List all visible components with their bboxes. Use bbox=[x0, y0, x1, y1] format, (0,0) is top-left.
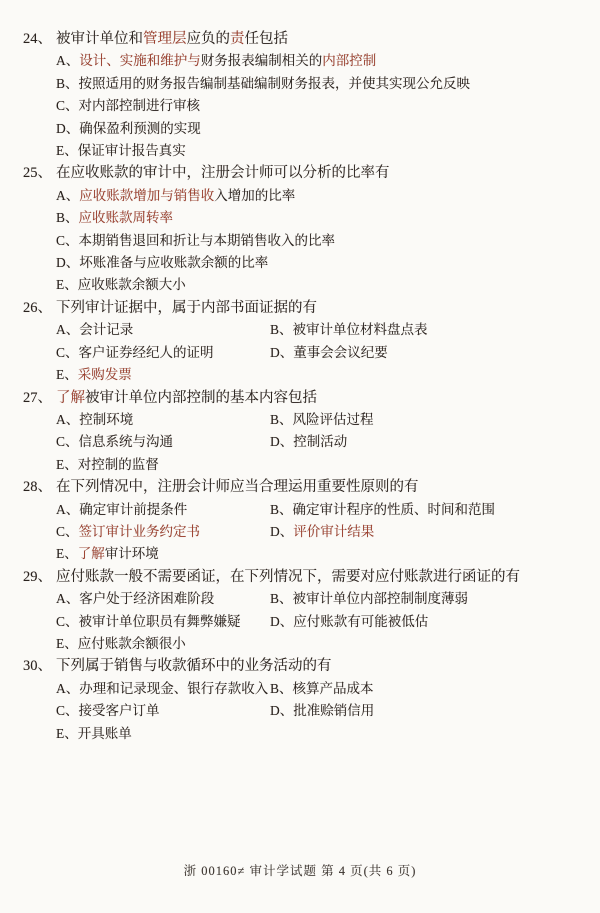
option-D bbox=[56, 121, 201, 136]
question-27 bbox=[23, 387, 590, 477]
option-D bbox=[270, 342, 388, 364]
option-label: E、 bbox=[56, 546, 78, 562]
question-number: 24、 bbox=[23, 31, 52, 47]
text-segment: 应付账款余额很小 bbox=[77, 635, 186, 651]
option-text bbox=[79, 188, 295, 203]
option-row bbox=[23, 140, 590, 162]
option-row bbox=[23, 95, 590, 117]
option-label: A、 bbox=[56, 187, 80, 203]
text-segment: 坏账准备与应收账款余额的比率 bbox=[79, 255, 269, 271]
option-label: D、 bbox=[56, 255, 80, 271]
option-label: E、 bbox=[56, 277, 78, 293]
option-row bbox=[23, 118, 590, 140]
question-number: 25、 bbox=[23, 165, 52, 182]
option-D bbox=[270, 700, 374, 722]
option-A bbox=[56, 681, 268, 696]
option-row bbox=[23, 723, 590, 745]
option-text bbox=[293, 614, 428, 629]
option-label: E、 bbox=[56, 367, 78, 383]
text-segment: 被审计单位内部控制的基本内容包括 bbox=[85, 389, 317, 406]
text-segment: 在应收账款的审计中，注册会计师可以分析的比率有 bbox=[56, 165, 390, 182]
option-text bbox=[79, 502, 187, 517]
option-C bbox=[56, 233, 335, 248]
text-segment: 任包括 bbox=[244, 31, 288, 47]
highlighted-answer-text: 应收账款增加与销售收 bbox=[79, 187, 215, 203]
highlighted-answer-text: 采购发票 bbox=[77, 367, 132, 383]
question-title-text bbox=[56, 655, 332, 677]
text-segment: 审计环境 bbox=[104, 546, 159, 562]
option-text bbox=[78, 143, 186, 158]
option-text bbox=[293, 703, 374, 718]
question-number: 29、 bbox=[23, 568, 52, 585]
option-text bbox=[79, 210, 174, 225]
option-A bbox=[56, 591, 214, 606]
text-segment: 核算产品成本 bbox=[292, 680, 374, 696]
option-A bbox=[56, 322, 133, 337]
question-title bbox=[23, 566, 590, 588]
text-segment: 应付账款有可能被低估 bbox=[293, 613, 429, 629]
text-segment: 开具账单 bbox=[77, 725, 132, 741]
text-segment: 风险评估过程 bbox=[292, 411, 374, 427]
option-label: C、 bbox=[56, 232, 79, 248]
text-segment: 确保盈利预测的实现 bbox=[79, 120, 201, 136]
option-C bbox=[56, 614, 241, 629]
text-segment: 董事会会议纪要 bbox=[293, 344, 388, 360]
option-text bbox=[79, 614, 241, 629]
highlighted-answer-text: 签订审计业务约定书 bbox=[78, 523, 201, 539]
question-title bbox=[23, 162, 590, 184]
highlighted-answer-text: 了解 bbox=[77, 546, 105, 562]
option-label: E、 bbox=[56, 725, 78, 741]
text-segment: 信息系统与沟通 bbox=[78, 434, 174, 450]
option-B bbox=[270, 319, 428, 341]
option-row bbox=[23, 364, 590, 386]
option-label: A、 bbox=[56, 680, 80, 696]
option-row bbox=[23, 454, 590, 476]
option-label: D、 bbox=[270, 703, 294, 719]
option-text bbox=[79, 412, 133, 427]
text-segment: 确定审计程序的性质、时间和范围 bbox=[292, 501, 496, 517]
option-row bbox=[23, 499, 590, 521]
option-row bbox=[23, 207, 590, 229]
option-label: D、 bbox=[56, 120, 80, 136]
option-C bbox=[56, 345, 214, 360]
text-segment: 被审计单位和 bbox=[56, 31, 143, 47]
option-row bbox=[23, 50, 590, 72]
option-D bbox=[270, 611, 428, 633]
option-row bbox=[23, 611, 590, 633]
option-row bbox=[23, 521, 590, 543]
option-text bbox=[78, 636, 186, 651]
option-label: A、 bbox=[56, 501, 80, 517]
option-E bbox=[56, 726, 132, 741]
text-segment: 确定审计前提条件 bbox=[79, 501, 188, 517]
option-text bbox=[293, 434, 347, 449]
question-29 bbox=[23, 566, 590, 656]
option-label: D、 bbox=[270, 344, 294, 360]
option-E bbox=[56, 457, 159, 472]
question-title-text bbox=[56, 566, 520, 588]
option-E bbox=[56, 277, 186, 292]
text-segment: 保证审计报告真实 bbox=[77, 143, 186, 159]
option-label: C、 bbox=[56, 703, 79, 719]
option-text bbox=[293, 502, 496, 517]
option-text bbox=[79, 345, 214, 360]
option-B bbox=[270, 588, 468, 610]
option-label: D、 bbox=[270, 523, 294, 539]
option-text bbox=[79, 681, 268, 696]
option-A bbox=[56, 53, 376, 68]
text-segment: 控制活动 bbox=[293, 434, 348, 450]
question-title-text bbox=[56, 476, 419, 498]
question-30 bbox=[23, 655, 590, 745]
text-segment: 批准赊销信用 bbox=[293, 703, 375, 719]
text-segment: 应付账款一般不需要函证，在下列情况下，需要对应付账款进行函证的有 bbox=[56, 568, 520, 585]
option-C bbox=[56, 524, 200, 539]
option-E bbox=[56, 546, 159, 561]
question-title-text bbox=[56, 162, 390, 184]
question-number: 26、 bbox=[23, 299, 52, 316]
option-A bbox=[56, 412, 133, 427]
option-E bbox=[56, 636, 186, 651]
text-segment: 客户证券经纪人的证明 bbox=[78, 344, 214, 360]
option-text bbox=[79, 524, 201, 539]
highlighted-answer-text: 了解 bbox=[56, 389, 85, 406]
text-segment: 对内部控制进行审核 bbox=[78, 98, 201, 114]
option-label: C、 bbox=[56, 98, 79, 114]
option-B bbox=[56, 210, 173, 225]
question-title bbox=[23, 28, 590, 50]
option-label: C、 bbox=[56, 434, 79, 450]
option-text bbox=[79, 434, 174, 449]
option-label: D、 bbox=[270, 434, 294, 450]
option-row bbox=[23, 342, 590, 364]
option-label: B、 bbox=[56, 210, 79, 226]
option-E bbox=[56, 143, 186, 158]
option-label: C、 bbox=[56, 344, 79, 360]
option-label: C、 bbox=[56, 523, 79, 539]
option-label: A、 bbox=[56, 591, 80, 607]
option-B bbox=[270, 409, 374, 431]
option-text bbox=[79, 76, 471, 91]
question-title bbox=[23, 476, 590, 498]
option-row bbox=[23, 431, 590, 453]
option-A bbox=[56, 502, 187, 517]
option-row bbox=[23, 230, 590, 252]
highlighted-answer-text: 评价审计结果 bbox=[293, 523, 375, 539]
option-D bbox=[56, 255, 268, 270]
option-text bbox=[79, 233, 336, 248]
option-row bbox=[23, 274, 590, 296]
text-segment: 对控制的监督 bbox=[77, 456, 159, 472]
option-A bbox=[56, 188, 295, 203]
option-label: E、 bbox=[56, 143, 78, 159]
option-text bbox=[79, 53, 376, 68]
text-segment: 接受客户订单 bbox=[78, 703, 160, 719]
option-text bbox=[293, 345, 388, 360]
text-segment: 客户处于经济困难阶段 bbox=[79, 591, 215, 607]
option-row bbox=[23, 409, 590, 431]
page-footer: 浙 00160≠ 审计学试题 第 4 页(共 6 页) bbox=[183, 864, 417, 878]
option-row bbox=[23, 73, 590, 95]
text-segment: 在下列情况中，注册会计师应当合理运用重要性原则的有 bbox=[56, 479, 419, 496]
option-B bbox=[56, 76, 470, 91]
option-row bbox=[23, 319, 590, 341]
option-text bbox=[79, 322, 133, 337]
text-segment: 被审计单位职员有舞弊嫌疑 bbox=[78, 613, 241, 629]
option-row bbox=[23, 252, 590, 274]
option-text bbox=[79, 98, 201, 113]
option-text bbox=[79, 591, 214, 606]
question-number: 27、 bbox=[23, 389, 52, 406]
option-text bbox=[293, 591, 469, 606]
option-label: D、 bbox=[270, 613, 294, 629]
option-row bbox=[23, 543, 590, 565]
option-C bbox=[56, 703, 160, 718]
text-segment: 下列审计证据中，属于内部书面证据的有 bbox=[56, 299, 317, 316]
option-text bbox=[293, 322, 428, 337]
highlighted-answer-text: 内部控制 bbox=[322, 53, 377, 69]
text-segment: 财务报表编制相关的 bbox=[200, 53, 323, 69]
option-text bbox=[293, 412, 374, 427]
text-segment: 本期销售退回和折让与本期销售收入的比率 bbox=[78, 232, 336, 248]
text-segment: 下列属于销售与收款循环中的业务活动的有 bbox=[56, 658, 332, 675]
option-B bbox=[270, 499, 495, 521]
question-title bbox=[23, 387, 590, 409]
option-label: A、 bbox=[56, 53, 80, 69]
option-label: E、 bbox=[56, 456, 78, 472]
question-title bbox=[23, 297, 590, 319]
text-segment: 会计记录 bbox=[79, 322, 134, 338]
question-title bbox=[23, 655, 590, 677]
highlighted-answer-text: 责 bbox=[230, 31, 245, 47]
question-26 bbox=[23, 297, 590, 387]
option-label: E、 bbox=[56, 635, 78, 651]
highlighted-answer-text: 设计、实施和维护与 bbox=[79, 53, 201, 69]
option-text bbox=[79, 255, 268, 270]
option-label: B、 bbox=[270, 501, 293, 517]
question-number: 28、 bbox=[23, 479, 52, 496]
option-label: C、 bbox=[56, 613, 79, 629]
text-segment: 被审计单位材料盘点表 bbox=[292, 322, 428, 338]
option-text bbox=[79, 703, 160, 718]
question-28 bbox=[23, 476, 590, 566]
question-number: 30、 bbox=[23, 658, 52, 675]
option-E bbox=[56, 367, 132, 382]
text-segment: 办理和记录现金、银行存款收入 bbox=[79, 680, 269, 696]
option-label: B、 bbox=[270, 411, 293, 427]
option-text bbox=[78, 726, 132, 741]
text-segment: 按照适用的财务报告编制基础编制财务报表，并使其实现公允反映 bbox=[78, 75, 471, 91]
option-label: B、 bbox=[270, 680, 293, 696]
option-row bbox=[23, 633, 590, 655]
option-D bbox=[270, 521, 374, 543]
option-row bbox=[23, 185, 590, 207]
text-segment: 控制环境 bbox=[79, 411, 134, 427]
highlighted-answer-text: 管理层 bbox=[143, 31, 187, 47]
text-segment: 应负的 bbox=[186, 31, 230, 47]
option-text bbox=[293, 524, 374, 539]
option-label: B、 bbox=[270, 591, 293, 607]
question-title-text bbox=[56, 387, 317, 409]
option-D bbox=[270, 431, 347, 453]
highlighted-answer-text: 应收账款周转率 bbox=[78, 210, 174, 226]
option-label: B、 bbox=[270, 322, 293, 338]
option-row bbox=[23, 700, 590, 722]
text-segment: 被审计单位内部控制制度薄弱 bbox=[292, 591, 469, 607]
option-row bbox=[23, 678, 590, 700]
option-text bbox=[78, 457, 159, 472]
option-row bbox=[23, 588, 590, 610]
question-title-text bbox=[56, 28, 288, 50]
text-segment: 入增加的比率 bbox=[214, 187, 296, 203]
option-text bbox=[78, 277, 186, 292]
question-25 bbox=[23, 162, 590, 296]
option-text bbox=[293, 681, 374, 696]
option-text bbox=[78, 367, 132, 382]
option-text bbox=[79, 121, 201, 136]
question-list bbox=[23, 28, 590, 745]
text-segment: 应收账款余额大小 bbox=[77, 277, 186, 293]
question-24 bbox=[23, 28, 590, 162]
option-label: A、 bbox=[56, 411, 80, 427]
option-text bbox=[78, 546, 159, 561]
option-C bbox=[56, 98, 200, 113]
question-title-text bbox=[56, 297, 317, 319]
option-B bbox=[270, 678, 374, 700]
option-C bbox=[56, 434, 173, 449]
option-label: A、 bbox=[56, 322, 80, 338]
option-label: B、 bbox=[56, 75, 79, 91]
